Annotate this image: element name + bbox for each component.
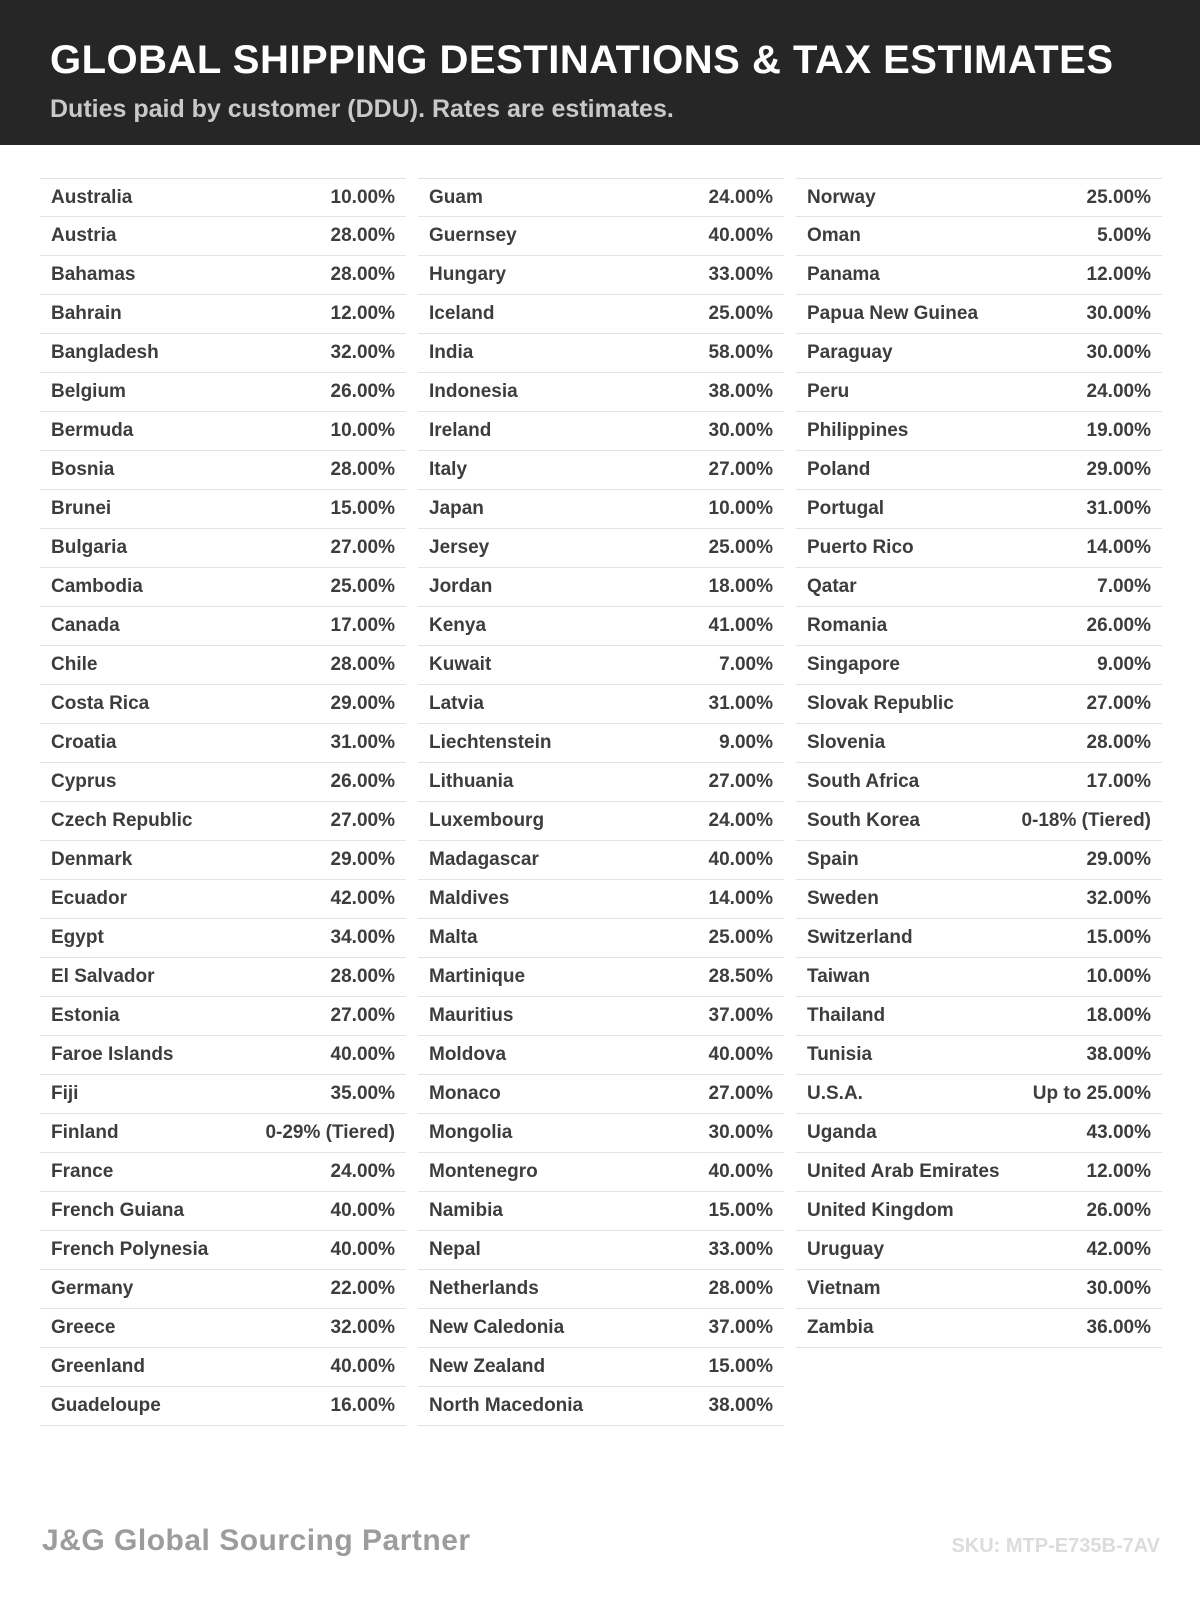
page-header	[0, 0, 1200, 145]
table-row	[418, 256, 784, 295]
rate-value: 15.00%	[708, 1200, 773, 1221]
country-label: Bosnia	[51, 459, 115, 480]
rate-value: 27.00%	[330, 810, 395, 831]
country-label: Slovenia	[807, 732, 886, 753]
rate-value: 42.00%	[330, 888, 395, 909]
country-label: Japan	[429, 498, 484, 519]
country-label: Bahamas	[51, 264, 136, 285]
rate-value: 24.00%	[1086, 381, 1151, 402]
country-label: Kenya	[429, 615, 487, 636]
table-row	[40, 490, 406, 529]
table-row	[796, 880, 1162, 919]
country-label: Spain	[807, 849, 859, 870]
country-label: Tunisia	[807, 1044, 873, 1065]
table-row	[418, 490, 784, 529]
country-label: Montenegro	[429, 1161, 538, 1182]
rate-value: 28.00%	[330, 459, 395, 480]
table-row	[418, 646, 784, 685]
rate-value: 40.00%	[708, 1161, 773, 1182]
table-row	[40, 568, 406, 607]
rate-value: 30.00%	[708, 1122, 773, 1143]
country-label: Italy	[429, 459, 468, 480]
country-label: Nepal	[429, 1239, 481, 1260]
rate-value: 10.00%	[1086, 966, 1151, 987]
country-label: Denmark	[51, 849, 133, 870]
rate-value: 29.00%	[1086, 849, 1151, 870]
country-label: Faroe Islands	[51, 1044, 174, 1065]
table-row	[40, 685, 406, 724]
rates-column-1	[40, 178, 406, 1426]
country-label: North Macedonia	[429, 1395, 584, 1416]
rate-value: 26.00%	[330, 771, 395, 792]
country-label: New Zealand	[429, 1356, 546, 1377]
country-label: Czech Republic	[51, 810, 193, 831]
table-row	[796, 919, 1162, 958]
country-label: Liechtenstein	[429, 732, 552, 753]
country-label: Luxembourg	[429, 810, 545, 831]
table-row	[418, 1348, 784, 1387]
table-row	[418, 1231, 784, 1270]
rate-value: 43.00%	[1086, 1122, 1151, 1143]
rate-value: 25.00%	[330, 576, 395, 597]
table-row	[796, 685, 1162, 724]
country-label: Slovak Republic	[807, 693, 954, 714]
country-label: Germany	[51, 1278, 134, 1299]
table-row	[418, 763, 784, 802]
rate-value: 38.00%	[708, 1395, 773, 1416]
country-label: Jersey	[429, 537, 490, 558]
table-row	[418, 802, 784, 841]
rate-value: 35.00%	[330, 1083, 395, 1104]
country-label: India	[429, 342, 474, 363]
table-row	[418, 607, 784, 646]
table-row	[796, 451, 1162, 490]
country-label: Guam	[429, 186, 483, 208]
rate-value: 40.00%	[330, 1356, 395, 1377]
country-label: Portugal	[807, 498, 885, 519]
rate-value: 31.00%	[708, 693, 773, 714]
country-label: Maldives	[429, 888, 510, 909]
table-row	[418, 1036, 784, 1075]
table-row	[40, 646, 406, 685]
country-label: Madagascar	[429, 849, 539, 870]
table-row	[40, 997, 406, 1036]
tax-rates-table	[0, 145, 1200, 1426]
rate-value: 12.00%	[330, 303, 395, 324]
country-label: Ecuador	[51, 888, 128, 909]
country-label: Namibia	[429, 1200, 503, 1221]
country-label: Panama	[807, 264, 880, 285]
table-row	[418, 997, 784, 1036]
table-row	[796, 295, 1162, 334]
rate-value: 40.00%	[708, 849, 773, 870]
table-row	[796, 1192, 1162, 1231]
country-label: Peru	[807, 381, 850, 402]
table-row	[796, 568, 1162, 607]
rate-value: 0-18% (Tiered)	[1021, 810, 1151, 831]
rate-value: 27.00%	[330, 537, 395, 558]
table-row	[40, 412, 406, 451]
rate-value: 28.00%	[330, 966, 395, 987]
country-label: South Africa	[807, 771, 920, 792]
rate-value: 38.00%	[708, 381, 773, 402]
rate-value: 25.00%	[708, 537, 773, 558]
rate-value: 28.00%	[1086, 732, 1151, 753]
country-label: Estonia	[51, 1005, 120, 1026]
rate-value: 0-29% (Tiered)	[265, 1122, 395, 1143]
country-label: Zambia	[807, 1317, 874, 1338]
table-row	[796, 334, 1162, 373]
rate-value: 25.00%	[708, 303, 773, 324]
country-label: Oman	[807, 225, 861, 246]
country-label: Papua New Guinea	[807, 303, 979, 324]
rate-value: 27.00%	[330, 1005, 395, 1026]
country-label: Belgium	[51, 381, 126, 402]
rate-value: 5.00%	[1097, 225, 1151, 246]
table-row	[40, 1309, 406, 1348]
rate-value: 32.00%	[1086, 888, 1151, 909]
rate-value: 16.00%	[330, 1395, 395, 1416]
rate-value: 24.00%	[708, 810, 773, 831]
country-label: Sweden	[807, 888, 879, 909]
table-row	[40, 1192, 406, 1231]
table-row	[418, 958, 784, 997]
table-row	[418, 1114, 784, 1153]
table-row	[40, 607, 406, 646]
rate-value: 27.00%	[1086, 693, 1151, 714]
table-row	[796, 1114, 1162, 1153]
table-row	[40, 334, 406, 373]
country-label: Hungary	[429, 264, 507, 285]
page-subtitle: Duties paid by customer (DDU). Rates are estimates.	[50, 95, 674, 123]
country-label: Canada	[51, 615, 120, 636]
rate-value: 58.00%	[708, 342, 773, 363]
country-label: Bangladesh	[51, 342, 159, 363]
rate-value: 29.00%	[330, 693, 395, 714]
country-label: Guadeloupe	[51, 1395, 161, 1416]
table-row	[796, 763, 1162, 802]
page-title: GLOBAL SHIPPING DESTINATIONS & TAX ESTIMATES	[50, 38, 1114, 82]
table-row	[40, 1348, 406, 1387]
country-label: Martinique	[429, 966, 526, 987]
table-row	[796, 1075, 1162, 1114]
country-label: Fiji	[51, 1083, 79, 1104]
country-label: Mongolia	[429, 1122, 513, 1143]
rate-value: 30.00%	[1086, 342, 1151, 363]
table-row	[418, 217, 784, 256]
country-label: Netherlands	[429, 1278, 539, 1299]
table-row	[796, 1309, 1162, 1348]
rate-value: 29.00%	[330, 849, 395, 870]
rate-value: 19.00%	[1086, 420, 1151, 441]
country-label: South Korea	[807, 810, 920, 831]
rate-value: 27.00%	[708, 459, 773, 480]
table-row	[40, 217, 406, 256]
table-row	[418, 412, 784, 451]
rate-value: 40.00%	[330, 1044, 395, 1065]
table-row	[796, 1153, 1162, 1192]
table-row	[418, 919, 784, 958]
country-label: Norway	[807, 186, 876, 208]
rate-value: 30.00%	[1086, 1278, 1151, 1299]
rate-value: 7.00%	[1097, 576, 1151, 597]
table-row	[796, 607, 1162, 646]
table-row	[796, 958, 1162, 997]
rate-value: 18.00%	[1086, 1005, 1151, 1026]
country-label: Bahrain	[51, 303, 122, 324]
rate-value: 17.00%	[1086, 771, 1151, 792]
table-row	[40, 763, 406, 802]
country-label: Philippines	[807, 420, 909, 441]
table-row	[796, 412, 1162, 451]
country-label: French Polynesia	[51, 1239, 209, 1260]
country-label: Kuwait	[429, 654, 492, 675]
country-label: Iceland	[429, 303, 495, 324]
country-label: France	[51, 1161, 114, 1182]
country-label: U.S.A.	[807, 1083, 863, 1104]
country-label: Costa Rica	[51, 693, 150, 714]
table-row	[418, 685, 784, 724]
rate-value: 42.00%	[1086, 1239, 1151, 1260]
table-row	[418, 880, 784, 919]
rate-value: 26.00%	[1086, 615, 1151, 636]
table-row	[40, 724, 406, 763]
rate-value: 38.00%	[1086, 1044, 1151, 1065]
country-label: Brunei	[51, 498, 112, 519]
country-label: United Arab Emirates	[807, 1161, 1000, 1182]
country-label: Croatia	[51, 732, 117, 753]
table-row	[418, 568, 784, 607]
page-footer	[0, 1524, 1200, 1558]
country-label: New Caledonia	[429, 1317, 565, 1338]
rate-value: 40.00%	[330, 1239, 395, 1260]
rate-value: 18.00%	[708, 576, 773, 597]
country-label: Chile	[51, 654, 98, 675]
rate-value: 36.00%	[1086, 1317, 1151, 1338]
rate-value: 15.00%	[330, 498, 395, 519]
sku-label: SKU: MTP-E735B-7AV	[951, 1535, 1160, 1557]
country-label: Ireland	[429, 420, 492, 441]
country-label: Malta	[429, 927, 478, 948]
country-label: Greece	[51, 1317, 116, 1338]
table-row	[796, 841, 1162, 880]
rate-value: 32.00%	[330, 1317, 395, 1338]
country-label: Guernsey	[429, 225, 517, 246]
table-row	[796, 802, 1162, 841]
brand-name: J&G Global Sourcing Partner	[42, 1524, 471, 1557]
rate-value: 41.00%	[708, 615, 773, 636]
country-label: Austria	[51, 225, 117, 246]
table-row	[796, 1270, 1162, 1309]
table-row	[796, 997, 1162, 1036]
rate-value: 26.00%	[330, 381, 395, 402]
table-row	[796, 1036, 1162, 1075]
table-row	[40, 841, 406, 880]
rate-value: 12.00%	[1086, 264, 1151, 285]
rate-value: 15.00%	[1086, 927, 1151, 948]
table-row	[40, 802, 406, 841]
country-label: Romania	[807, 615, 888, 636]
table-row	[796, 373, 1162, 412]
table-row	[40, 373, 406, 412]
rate-value: 24.00%	[330, 1161, 395, 1182]
country-label: Indonesia	[429, 381, 518, 402]
table-row	[796, 256, 1162, 295]
table-row	[418, 1153, 784, 1192]
table-row	[796, 178, 1162, 217]
country-label: Poland	[807, 459, 871, 480]
country-label: Uruguay	[807, 1239, 885, 1260]
rate-value: 26.00%	[1086, 1200, 1151, 1221]
rates-column-3	[796, 178, 1162, 1348]
rate-value: 28.00%	[330, 264, 395, 285]
table-row	[40, 1387, 406, 1426]
country-label: Uganda	[807, 1122, 877, 1143]
table-row	[40, 178, 406, 217]
rate-value: 14.00%	[1086, 537, 1151, 558]
country-label: Switzerland	[807, 927, 913, 948]
rate-value: 40.00%	[708, 1044, 773, 1065]
table-row	[40, 880, 406, 919]
table-row	[40, 1153, 406, 1192]
rate-value: Up to 25.00%	[1032, 1083, 1151, 1104]
rate-value: 40.00%	[330, 1200, 395, 1221]
country-label: Latvia	[429, 693, 484, 714]
table-row	[418, 178, 784, 217]
country-label: Bulgaria	[51, 537, 128, 558]
country-label: Qatar	[807, 576, 857, 597]
table-row	[796, 217, 1162, 256]
rate-value: 10.00%	[330, 186, 395, 208]
country-label: Australia	[51, 186, 133, 208]
table-row	[418, 841, 784, 880]
table-row	[40, 295, 406, 334]
table-row	[418, 1075, 784, 1114]
rate-value: 17.00%	[330, 615, 395, 636]
rate-value: 14.00%	[708, 888, 773, 909]
country-label: Lithuania	[429, 771, 514, 792]
rate-value: 25.00%	[1086, 186, 1151, 208]
table-row	[796, 724, 1162, 763]
rate-value: 28.00%	[708, 1278, 773, 1299]
rate-value: 27.00%	[708, 771, 773, 792]
country-label: Bermuda	[51, 420, 134, 441]
rate-value: 30.00%	[1086, 303, 1151, 324]
rate-value: 9.00%	[719, 732, 773, 753]
table-row	[418, 334, 784, 373]
table-row	[418, 1387, 784, 1426]
table-row	[40, 958, 406, 997]
country-label: Mauritius	[429, 1005, 514, 1026]
rate-value: 31.00%	[330, 732, 395, 753]
country-label: El Salvador	[51, 966, 155, 987]
rate-value: 15.00%	[708, 1356, 773, 1377]
table-row	[418, 1309, 784, 1348]
rate-value: 10.00%	[330, 420, 395, 441]
table-row	[418, 373, 784, 412]
country-label: Cambodia	[51, 576, 143, 597]
rate-value: 28.00%	[330, 225, 395, 246]
country-label: Finland	[51, 1122, 119, 1143]
table-row	[40, 1036, 406, 1075]
country-label: Thailand	[807, 1005, 886, 1026]
table-row	[418, 295, 784, 334]
rate-value: 31.00%	[1086, 498, 1151, 519]
rate-value: 28.50%	[708, 966, 773, 987]
rate-value: 37.00%	[708, 1005, 773, 1026]
country-label: Moldova	[429, 1044, 507, 1065]
rate-value: 25.00%	[708, 927, 773, 948]
table-row	[40, 1075, 406, 1114]
country-label: Greenland	[51, 1356, 145, 1377]
country-label: Cyprus	[51, 771, 117, 792]
rate-value: 28.00%	[330, 654, 395, 675]
country-label: Paraguay	[807, 342, 893, 363]
rate-value: 32.00%	[330, 342, 395, 363]
table-row	[796, 490, 1162, 529]
rate-value: 40.00%	[708, 225, 773, 246]
country-label: Jordan	[429, 576, 493, 597]
table-row	[796, 529, 1162, 568]
table-row	[40, 1231, 406, 1270]
table-row	[40, 529, 406, 568]
country-label: Monaco	[429, 1083, 501, 1104]
table-row	[40, 451, 406, 490]
country-label: Egypt	[51, 927, 104, 948]
rates-column-2	[418, 178, 784, 1426]
table-row	[418, 451, 784, 490]
rate-value: 33.00%	[708, 264, 773, 285]
rate-value: 27.00%	[708, 1083, 773, 1104]
country-label: Taiwan	[807, 966, 870, 987]
table-row	[40, 919, 406, 958]
country-label: Singapore	[807, 654, 900, 675]
rate-value: 9.00%	[1097, 654, 1151, 675]
rate-value: 34.00%	[330, 927, 395, 948]
country-label: French Guiana	[51, 1200, 185, 1221]
rate-value: 30.00%	[708, 420, 773, 441]
rate-value: 7.00%	[719, 654, 773, 675]
table-row	[418, 724, 784, 763]
rate-value: 24.00%	[708, 186, 773, 208]
table-row	[418, 529, 784, 568]
table-row	[418, 1192, 784, 1231]
table-row	[40, 256, 406, 295]
rate-value: 10.00%	[708, 498, 773, 519]
rate-value: 29.00%	[1086, 459, 1151, 480]
country-label: Puerto Rico	[807, 537, 914, 558]
table-row	[796, 1231, 1162, 1270]
rate-value: 22.00%	[330, 1278, 395, 1299]
table-row	[796, 646, 1162, 685]
country-label: United Kingdom	[807, 1200, 954, 1221]
table-row	[418, 1270, 784, 1309]
rate-value: 37.00%	[708, 1317, 773, 1338]
rate-value: 33.00%	[708, 1239, 773, 1260]
country-label: Vietnam	[807, 1278, 881, 1299]
table-row	[40, 1114, 406, 1153]
table-row	[40, 1270, 406, 1309]
rate-value: 12.00%	[1086, 1161, 1151, 1182]
